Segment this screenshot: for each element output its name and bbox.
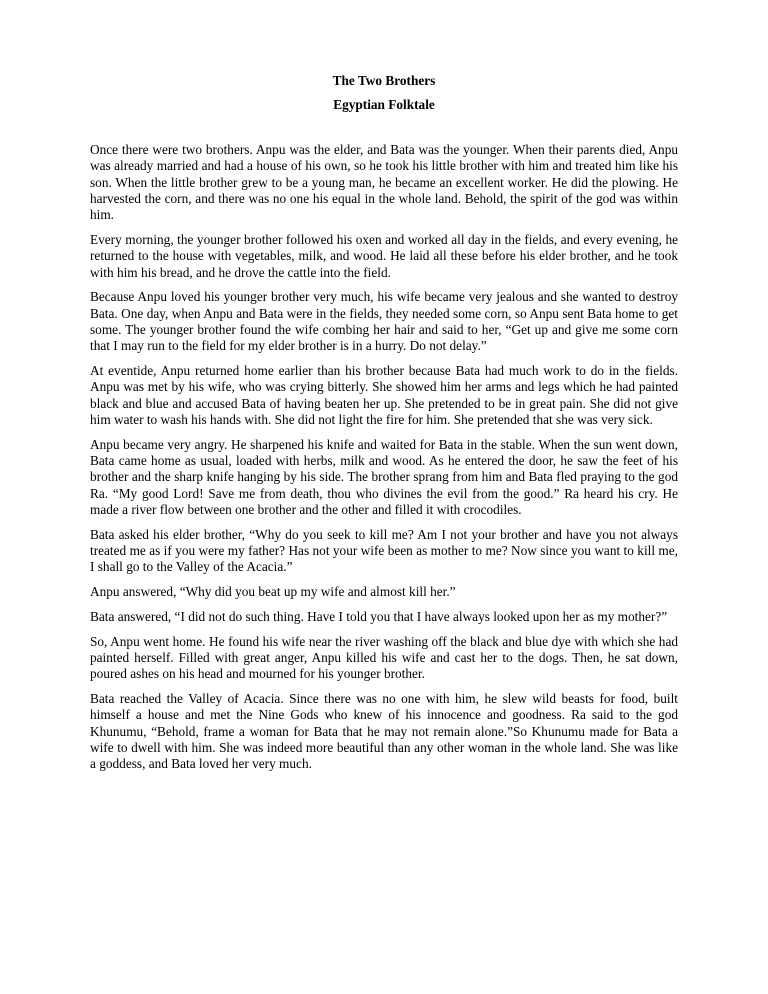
document-body [90, 142, 678, 773]
paragraph-8: Bata answered, “I did not do such thing. Have I told you that I have always looked upon her as my mother?” [90, 608, 668, 624]
paragraph-7: Anpu answered, “Why did you beat up my wife and almost kill her.” [90, 584, 456, 600]
paragraph-6: Bata asked his elder brother, “Why do you seek to kill me? Am I not your brother and have you not always treated me as if you were my father? Has not your wife been as mother to me? Now since you want to kill me, I shall go to the Valley of the Acacia.” [90, 526, 678, 575]
paragraph-2: Every morning, the younger brother followed his oxen and worked all day in the fields, and every evening, he returned to the house with vegetables, milk, and wood. He laid all these before his elder brother, and he took with him his bread, and he drove the cattle into the field. [90, 231, 678, 280]
document-page [90, 72, 678, 781]
paragraph-4: At eventide, Anpu returned home earlier than his brother because Bata had much work to do in the fields. Anpu was met by his wife, who was crying bitterly. She showed him her arms and legs which he had painted black and blue and accused Bata of having beaten her up. She pretended to be in great pain. She did not give him water to wash his hands with. She did not light the fire for him. She pretended that she was very sick. [90, 363, 678, 427]
paragraph-1: Once there were two brothers. Anpu was the elder, and Bata was the younger. When their parents died, Anpu was already married and had a house of his own, so he took his little brother with him and treated him like his son. When the little brother grew to be a young man, he became an excellent worker. He did the plowing. He harvested the corn, and there was no one his equal in the whole land. Behold, the spirit of the god was within him. [90, 142, 678, 223]
paragraph-5: Anpu became very angry. He sharpened his knife and waited for Bata in the stable. When the sun went down, Bata came home as usual, loaded with herbs, milk and wood. As he entered the door, he saw the feet of his brother and the sharp knife hanging by his side. The brother sprang from him and Bata fled praying to the god Ra. “My good Lord! Save me from death, thou who divines the evil from the good.” Ra heard his cry. He made a river flow between one brother and the other and filled it with crocodiles. [90, 436, 678, 517]
document-title: The Two Brothers [332, 73, 436, 88]
paragraph-9: So, Anpu went home. He found his wife near the river washing off the black and blue dye with which she had painted herself. Filled with great anger, Anpu killed his wife and cast her to the dogs. Then, he sat down, poured ashes on his head and mourned for his younger brother. [90, 633, 678, 682]
paragraph-3: Because Anpu loved his younger brother very much, his wife became very jealous and she wanted to destroy Bata. One day, when Anpu and Bata were in the fields, they needed some corn, so Anpu sent Bata home to get some. The younger brother found the wife combing her hair and said to her, “Get up and give me some corn that I may run to the field for my elder brother is in a hurry. Do not delay.” [90, 289, 678, 354]
paragraph-10: Bata reached the Valley of Acacia. Since there was no one with him, he slew wild beasts for food, built himself a house and met the Nine Gods who knew of his innocence and goodness. Ra said to the god Khunumu, “Behold, frame a woman for Bata that he may not remain alone.”So Khunumu made for Bata a wife to dwell with him. She was indeed more beautiful than any other woman in the whole land. She was like a goddess, and Bata loved her very much. [90, 691, 678, 772]
document-subtitle: Egyptian Folktale [333, 97, 435, 112]
